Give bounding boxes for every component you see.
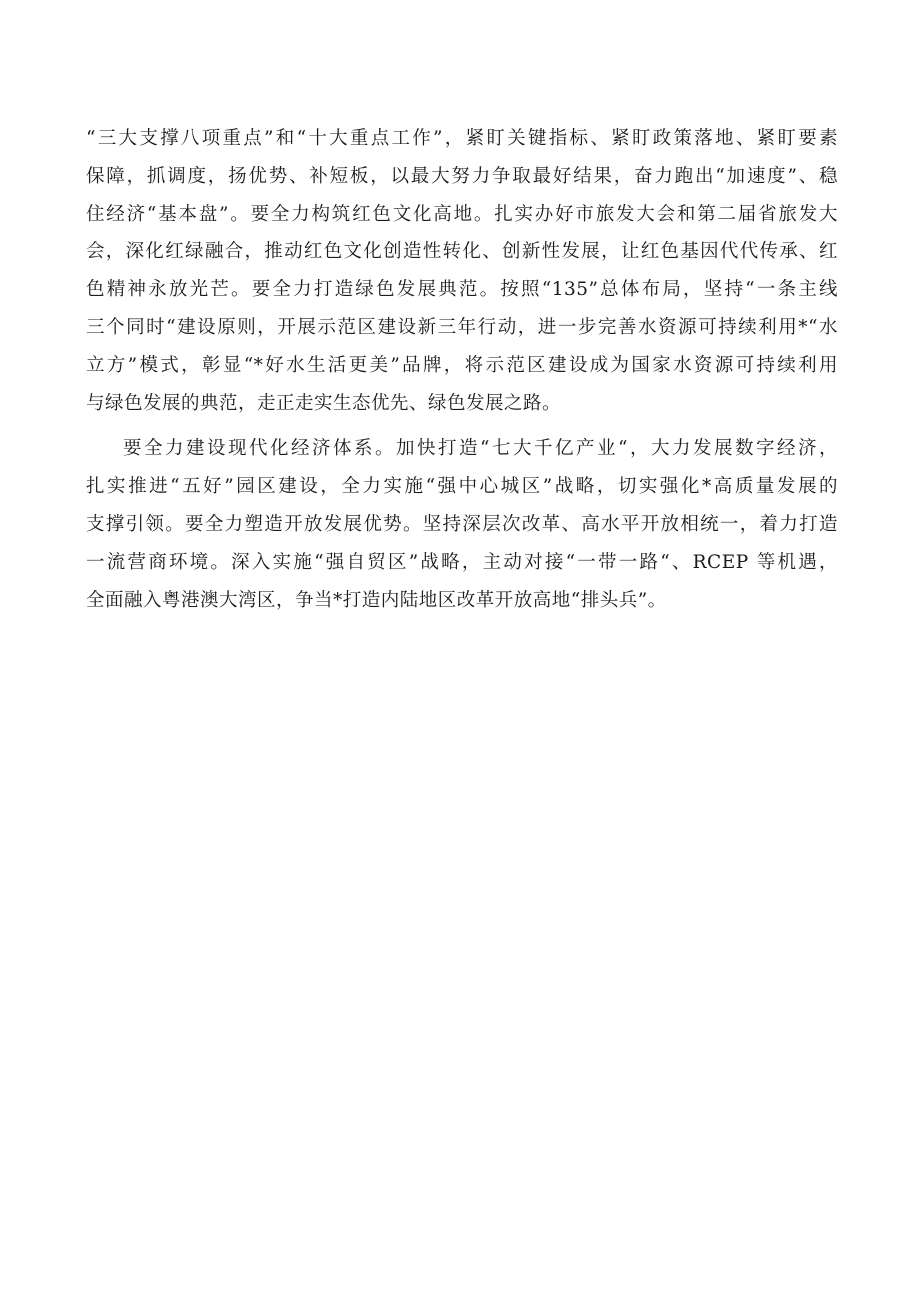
paragraph-2 <box>86 430 838 619</box>
text-line: 支撑引领。要全力塑造开放发展优势。坚持深层次改革、高水平开放相统一，着力打造 <box>86 513 838 535</box>
text-line: 三个同时“建设原则，开展示范区建设新三年行动，进一步完善水资源可持续利用*“水 <box>86 316 838 338</box>
text-line: 会，深化红绿融合，推动红色文化创造性转化、创新性发展，让红色基因代代传承、红 <box>86 241 838 263</box>
text-line: 要全力建设现代化经济体系。加快打造“七大千亿产业“，大力发展数字经济， <box>123 438 838 460</box>
text-line: 扎实推进“五好”园区建设，全力实施“强中心城区”战略，切实强化*高质量发展的 <box>86 476 838 498</box>
text-line: 全面融入粤港澳大湾区，争当*打造内陆地区改革开放高地“排头兵”。 <box>86 589 667 611</box>
text-line: 一流营商环境。深入实施“强自贸区”战略，主动对接“一带一路“、RCEP 等机遇， <box>86 551 838 573</box>
text-line: 保障，抓调度，扬优势、补短板，以最大努力争取最好结果，奋力跑出“加速度”、稳 <box>86 165 838 187</box>
paragraph-1 <box>86 120 838 422</box>
text-line: 色精神永放光芒。要全力打造绿色发展典范。按照“135”总体布局，坚持“一条主线 <box>86 279 838 301</box>
document-body <box>86 120 838 627</box>
text-line: 立方”模式，彰显“*好水生活更美”品牌，将示范区建设成为国家水资源可持续利用 <box>86 354 838 376</box>
text-line: “三大支撑八项重点”和“十大重点工作”，紧盯关键指标、紧盯政策落地、紧盯要素 <box>86 128 838 149</box>
text-line: 住经济“基本盘”。要全力构筑红色文化高地。扎实办好市旅发大会和第二届省旅发大 <box>86 203 838 225</box>
text-line: 与绿色发展的典范，走正走实生态优先、绿色发展之路。 <box>86 392 562 414</box>
